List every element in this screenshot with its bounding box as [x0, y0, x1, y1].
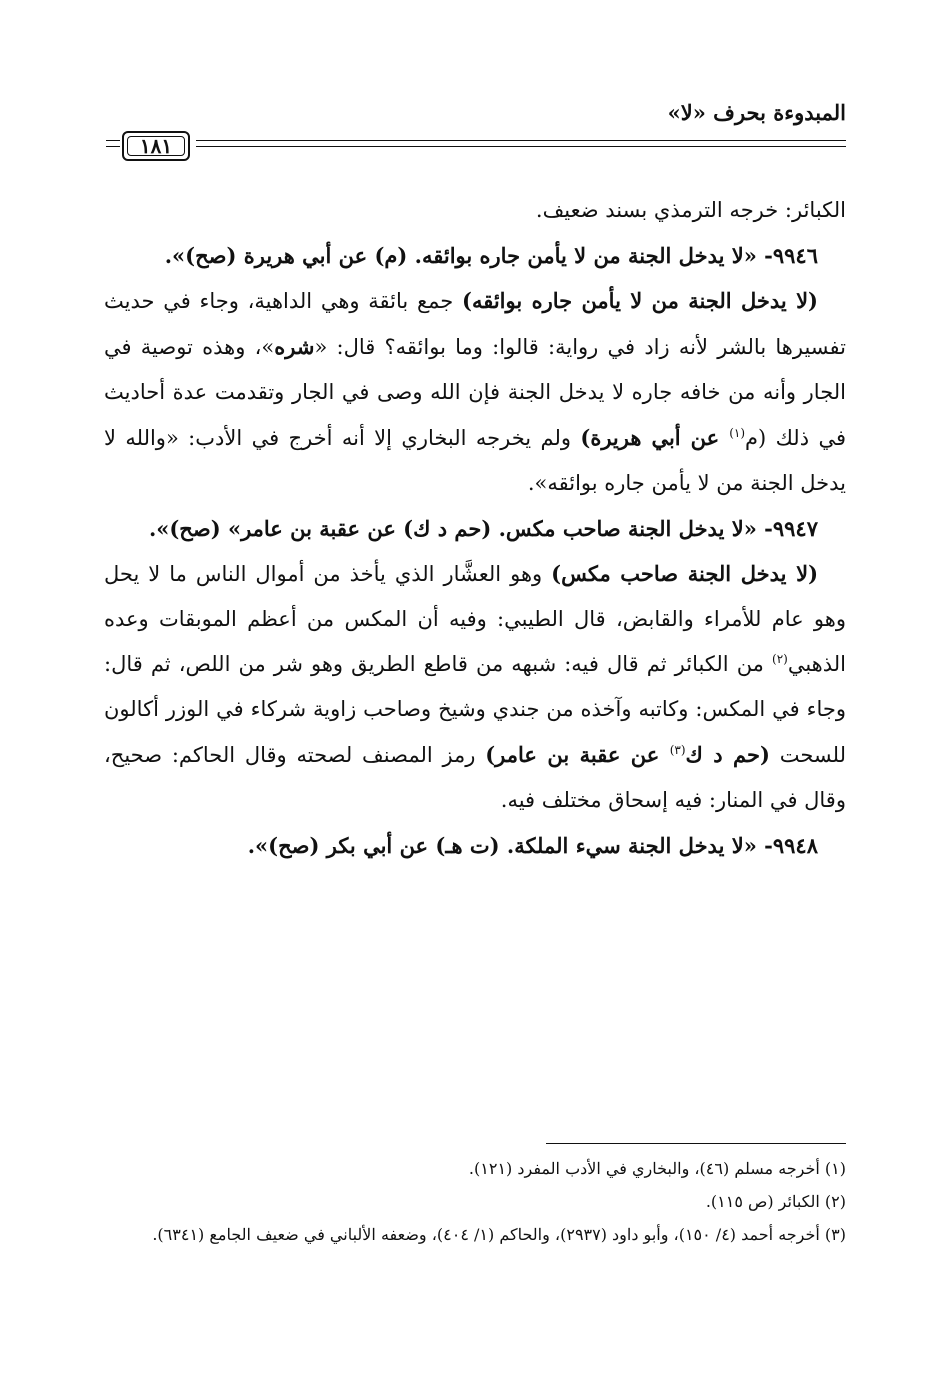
hadith-entry-9948: ٩٩٤٨- «لا يدخل الجنة سيء الملكة. (ت هـ) عن أبي بكر (صح)».	[247, 833, 818, 858]
commentary-9947	[104, 551, 846, 823]
running-title: المبدوءة بحرف «لا»	[667, 100, 846, 125]
footnote-rule	[546, 1143, 846, 1144]
page-number	[122, 131, 190, 161]
main-text	[104, 188, 846, 868]
header-rule-stub	[106, 140, 120, 147]
footnote-marker-1[interactable]: (١)	[729, 426, 746, 440]
quoted-hadith: (لا يدخل الجنة من لا يأمن جاره بوائقه)	[462, 288, 818, 313]
commentary-text: »، وهذه توصية في الجار وأنه من خافه جاره لا يدخل الجنة فإن الله وصى في الجار وتقدمت عدة أحاديث في ذلك (م	[104, 335, 846, 450]
footnotes	[104, 1152, 846, 1251]
hadith-entry-9946: ٩٩٤٦- «لا يدخل الجنة من لا يأمن جاره بوائقه. (م) عن أبي هريرة (صح)».	[164, 243, 818, 268]
commentary-text: ولم يخرجه البخاري إلا أنه أخرج في الأدب: «والله لا يدخل الجنة من لا يأمن جاره بوائقه».	[104, 426, 846, 495]
commentary-9946	[104, 278, 846, 506]
bold-word: شره	[274, 334, 315, 359]
footnote-marker-2[interactable]: (٢)	[772, 652, 788, 666]
footnote-marker-3[interactable]: (٣)	[669, 743, 686, 757]
hadith-entry-9947: ٩٩٤٧- «لا يدخل الجنة صاحب مكس. (حم د ك) عن عقبة بن عامر» (صح)».	[148, 516, 818, 541]
paragraph-continuation: الكبائر: خرجه الترمذي بسند ضعيف.	[535, 198, 846, 222]
page-number-text: ١٨١	[139, 134, 173, 158]
header-rule	[196, 140, 846, 147]
commentary-text: رمز المصنف لصحته وقال الحاكم: صحيح، وقال في المنار: فيه إسحاق مختلف فيه.	[104, 743, 846, 812]
quoted-hadith: (لا يدخل الجنة صاحب مكس)	[551, 561, 818, 586]
footnote-1: (١) أخرجه مسلم (٤٦)، والبخاري في الأدب المفرد (١٢١).	[468, 1159, 846, 1178]
narrator-reference: عن عقبة بن عامر)	[485, 742, 670, 767]
footnote-2: (٢) الكبائر (ص ١١٥).	[705, 1192, 846, 1211]
commentary-text: من الكبائر ثم قال فيه: شبهه من قاطع الطريق وهو شر من اللص، ثم قال: وجاء في المكس: وكاتبه وآخذه من جندي وشيخ وصاحب زاوية شركاء في الوزر أكالون للسحت	[104, 652, 846, 767]
commentary-text: جمع بائقة وهي الداهية، وجاء في حديث تفسيرها بالشر لأنه زاد في رواية: قالوا: وما بوائقه؟ قال: «	[104, 289, 846, 359]
source-reference: (حم د ك	[685, 742, 770, 767]
commentary-text: وهو العشَّار الذي يأخذ من أموال الناس ما لا يحل وهو عام للأمراء والقابض، قال الطيبي: وفيه أن المكس من أعظم الموبقات وعده الذهبي	[104, 562, 846, 676]
footnote-3: (٣) أخرجه أحمد (٤/ ١٥٠)، وأبو داود (٢٩٣٧)، والحاكم (١/ ٤٠٤)، وضعفه الألباني في ضعيف الجامع (٦٣٤١).	[152, 1225, 846, 1244]
narrator-reference: عن أبي هريرة)	[580, 425, 730, 450]
